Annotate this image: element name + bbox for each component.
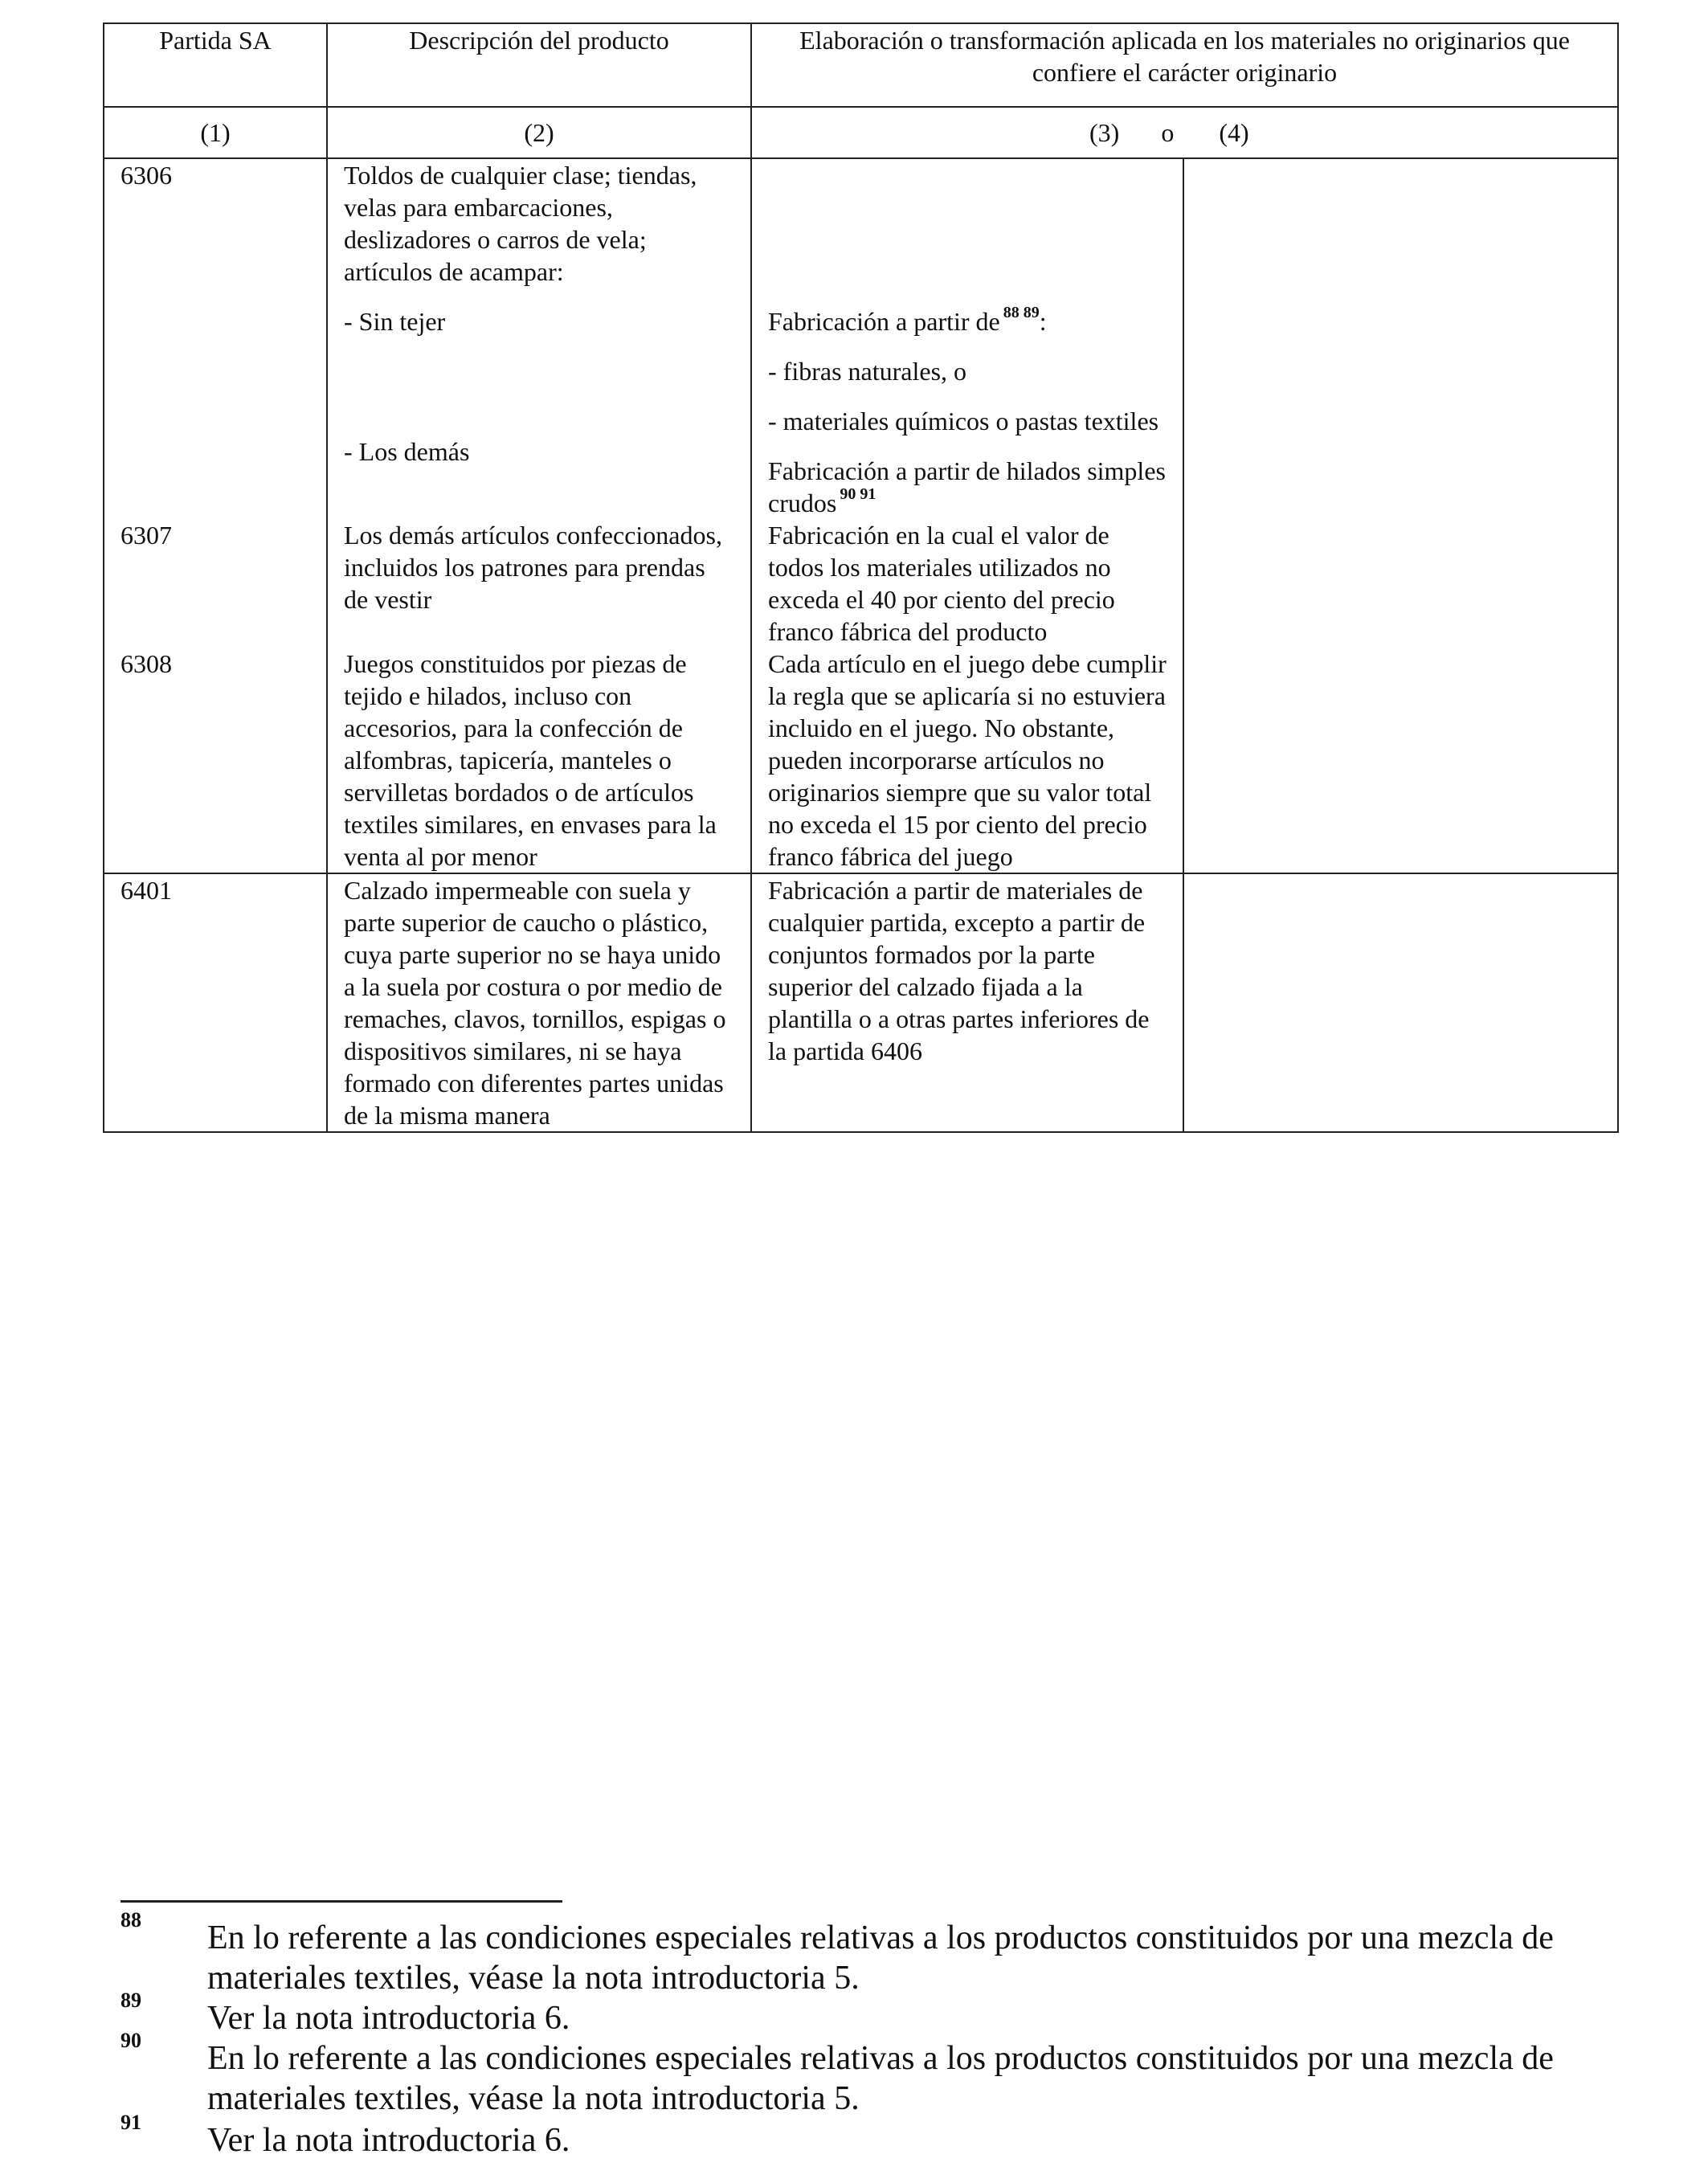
sub-description: - Sin tejer	[344, 307, 446, 336]
col-number-3-4	[751, 107, 1618, 158]
rule-text	[768, 455, 1167, 519]
alt-rule-cell	[1183, 873, 1618, 1132]
footnote-number: 91	[121, 2111, 141, 2134]
col-number-separator: o	[1161, 118, 1175, 147]
partida-code: 6401	[104, 873, 327, 1132]
rule-cell: Fabricación en la cual el valor de todos los materiales utilizados no exceda el 40 por ciento del precio franco fábrica del producto	[751, 519, 1183, 648]
product-description: Calzado impermeable con suela y parte superior de caucho o plástico, cuya parte superior no se haya unido a la suela por costura o por medio de remaches, clavos, tornillos, espigas o dispositivos similares, ni se haya formado con diferentes partes unidas de la misma manera	[327, 873, 751, 1132]
header-descripcion: Descripción del producto	[327, 23, 751, 107]
rule-cell: Cada artículo en el juego debe cumplir la regla que se aplicaría si no estuviera incluido en el juego. No obstante, pueden incorporarse artículos no originarios siempre que su valor total no exceda el 15 por ciento del precio franco fábrica del juego	[751, 648, 1183, 873]
product-description: Los demás artículos confeccionados, incluidos los patrones para prendas de vestir	[327, 519, 751, 648]
rule-text-main: Fabricación a partir de hilados simples crudos	[768, 456, 1166, 517]
partida-code: 6306	[104, 158, 327, 519]
partida-code: 6307	[104, 519, 327, 648]
header-row	[104, 23, 1618, 107]
table-row	[104, 648, 1618, 873]
product-description	[327, 158, 751, 519]
rule-item: - fibras naturales, o	[768, 357, 967, 386]
rule-text	[768, 305, 1167, 337]
rule-text-main: Fabricación a partir de	[768, 307, 1000, 336]
table-row	[104, 873, 1618, 1132]
product-description: Juegos constituidos por piezas de tejido e hilados, incluso con accesorios, para la confección de alfombras, tapicería, manteles o servilletas bordados o de artículos textiles similares, en envases para la venta al por menor	[327, 648, 751, 873]
col-number-1: (1)	[104, 107, 327, 158]
alt-rule-cell	[1183, 519, 1618, 648]
header-elaboracion: Elaboración o transformación aplicada en los materiales no originarios que confiere el carácter originario	[751, 23, 1618, 107]
footnote-text: Ver la nota introductoria 6.	[207, 2122, 570, 2159]
rule-text-tail: :	[1039, 307, 1047, 336]
alt-rule-cell	[1183, 648, 1618, 873]
footnote-ref: 90 91	[840, 485, 876, 504]
rules-table	[103, 22, 1619, 1133]
footnote-text: En lo referente a las condiciones especiales relativas a los productos constituidos por una mezcla de materiales textiles, véase la nota introductoria 5.	[207, 1919, 1554, 1997]
footnote-text: En lo referente a las condiciones especiales relativas a los productos constituidos por una mezcla de materiales textiles, véase la nota introductoria 5.	[207, 2040, 1554, 2117]
header-partida-sa: Partida SA	[104, 23, 327, 107]
sub-description: - Los demás	[344, 437, 470, 466]
alt-rule-cell	[1183, 158, 1618, 519]
table-row	[104, 519, 1618, 648]
col-number-2: (2)	[327, 107, 751, 158]
description-text: Toldos de cualquier clase; tiendas, velas para embarcaciones, deslizadores o carros de vela; artículos de acampar:	[344, 161, 697, 286]
column-number-row	[104, 107, 1618, 158]
col-number-3: (3)	[1089, 118, 1120, 147]
footnote-ref: 88 89	[1003, 304, 1040, 322]
partida-code: 6308	[104, 648, 327, 873]
rule-cell	[751, 158, 1183, 519]
footnote-text: Ver la nota introductoria 6.	[207, 2000, 570, 2037]
rule-item: - materiales químicos o pastas textiles	[768, 407, 1159, 435]
table-row	[104, 158, 1618, 519]
footnote-number: 90	[121, 2029, 141, 2052]
footnote-number: 88	[121, 1908, 141, 1932]
col-number-4: (4)	[1219, 118, 1249, 147]
footnote-separator	[121, 1900, 562, 1903]
footnote-number: 89	[121, 1989, 141, 2012]
rule-cell: Fabricación a partir de materiales de cualquier partida, excepto a partir de conjuntos formados por la parte superior del calzado fijada a la plantilla o a otras partes inferiores de la partida 6406	[751, 873, 1183, 1132]
